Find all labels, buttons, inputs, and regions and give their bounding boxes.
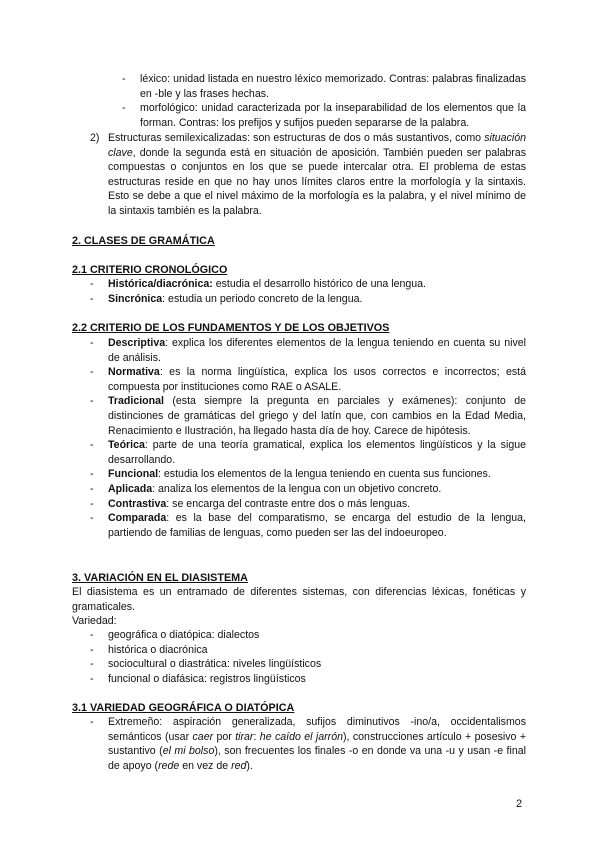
item-2-paragraph: Estructuras semilexicalizadas: son estructuras de dos o más sustantivos, como situación clave, donde la segunda está en situación de aposición. También pueden ser palabras compuestas o conjuntos en los que se puede intercalar otra. El problema de estas estructuras reside en que no hay unos límites claros entre la morfología y la sintaxis. Esto se debe a que el nivel máximo de la morfología es la palabra, y el nivel mínimo de la sintaxis también es la palabra.	[108, 132, 526, 217]
list-item: - geográfica o diatópica: dialectos	[88, 628, 526, 643]
list-item: - Teórica: parte de una teoría gramatical, explica los elementos lingüísticos y la sigue desarrollando.	[88, 438, 526, 467]
section-2-1-heading: 2.1 CRITERIO CRONOLÓGICO	[72, 264, 228, 276]
list-item: - Aplicada: analiza los elementos de la lengua con un objetivo concreto.	[88, 482, 526, 497]
page-number: 2	[516, 798, 523, 810]
list-item: - Tradicional (esta siempre la pregunta en parciales y exámenes): conjunto de distinciones de gramáticas del griego y del latín que, con cambios en la Edad Media, Renacimiento e Ilustración, ha llegado hasta día de hoy. Carece de hipótesis.	[88, 394, 526, 438]
list-item: - funcional o diafásica: registros lingüísticos	[88, 672, 526, 687]
list-item: - Funcional: estudia los elementos de la lengua teniendo en cuenta sus funciones.	[88, 467, 526, 482]
section-2-2-heading: 2.2 CRITERIO DE LOS FUNDAMENTOS Y DE LOS OBJETIVOS	[72, 322, 390, 334]
list-item: - Contrastiva: se encarga del contraste entre dos o más lenguas.	[88, 497, 526, 512]
section-2-heading: 2. CLASES DE GRAMÁTICA	[72, 235, 215, 247]
item-2-number: 2)	[90, 132, 100, 144]
list-item: - Extremeño: aspiración generalizada, sufijos diminutivos -ino/a, occidentalismos semánticos (usar caer por tirar: he caído el jarrón), construcciones artículo + posesivo + sustantivo (el mi bolso), son frecuentes los finales -o en donde va una -u y usan -e final de apoyo (rede en vez de red).	[88, 715, 526, 773]
list-item: - histórica o diacrónica	[88, 643, 526, 658]
list-item: - morfológico: unidad caracterizada por la inseparabilidad de los elementos que la forman. Contras: los prefijos y sufijos pueden separarse de la palabra.	[120, 101, 526, 130]
section-3-1-heading: 3.1 VARIEDAD GEOGRÁFICA O DIATÓPICA	[72, 702, 295, 714]
list-item: - léxico: unidad listada en nuestro léxico memorizado. Contras: palabras finalizadas en -ble y las frases hechas.	[120, 72, 526, 101]
variedad-label: Variedad:	[72, 615, 117, 627]
list-item: - Sincrónica: estudia un periodo concreto de la lengua.	[88, 292, 526, 307]
variedad-list	[88, 628, 526, 686]
geographic-variety-list	[88, 715, 526, 773]
chronological-criteria-list	[88, 277, 526, 306]
lexico-criteria-list	[120, 72, 526, 130]
list-item: - Histórica/diacrónica: estudia el desarrollo histórico de una lengua.	[88, 277, 526, 292]
list-item: - Normativa: es la norma lingüística, explica los usos correctos e incorrectos; está compuesta por instituciones como RAE o ASALE.	[88, 365, 526, 394]
objectives-criteria-list	[88, 336, 526, 540]
list-item: - Comparada: es la base del comparatismo, se encarga del estudio de la lengua, partiendo de familias de lenguas, como pueden ser las del indoeuropeo.	[88, 511, 526, 540]
list-item: - sociocultural o diastrática: niveles lingüísticos	[88, 657, 526, 672]
section-3-heading: 3. VARIACIÓN EN EL DIASISTEMA	[72, 572, 248, 584]
list-item: - Descriptiva: explica los diferentes elementos de la lengua teniendo en cuenta su nivel de análisis.	[88, 336, 526, 365]
section-3-intro: El diasistema es un entramado de diferentes sistemas, con diferencias léxicas, fonéticas y gramaticales.	[72, 586, 526, 613]
